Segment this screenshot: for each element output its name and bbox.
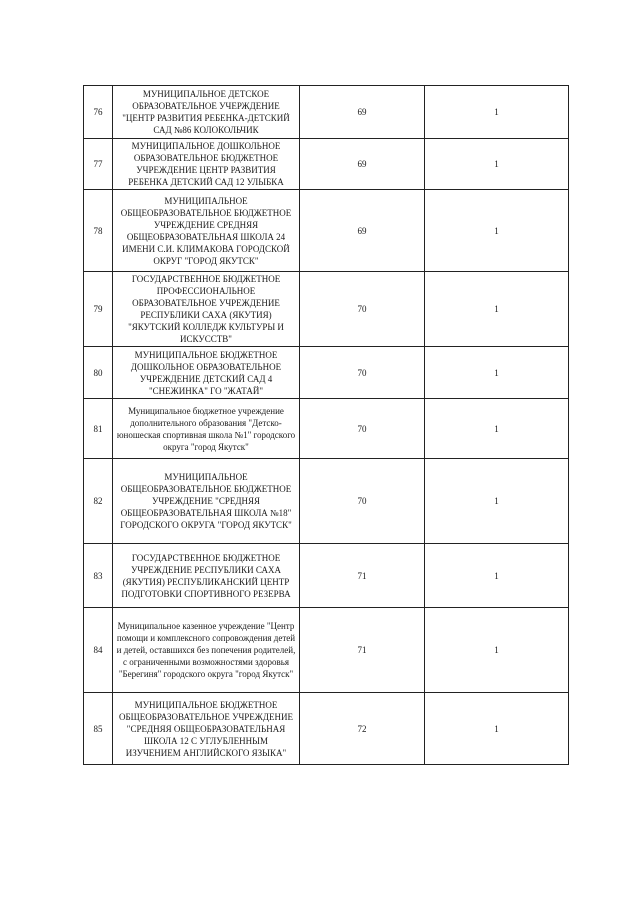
row-count: 1 [425, 139, 569, 190]
row-count: 1 [425, 347, 569, 399]
registry-table [83, 85, 569, 765]
organization-name: ГОСУДАРСТВЕННОЕ БЮДЖЕТНОЕ УЧРЕЖДЕНИЕ РЕСПУБЛИКИ САХА (ЯКУТИЯ) РЕСПУБЛИКАНСКИЙ ЦЕНТР ПОДГОТОВКИ СПОРТИВНОГО РЕЗЕРВА [113, 544, 300, 608]
organization-name: Муниципальное бюджетное учреждение дополнительного образования "Детско-юношеская спортивная школа №1" городского округа "город Якутск" [113, 399, 300, 459]
row-number: 82 [84, 459, 113, 544]
row-number: 77 [84, 139, 113, 190]
row-value: 70 [300, 459, 425, 544]
organization-name: МУНИЦИПАЛЬНОЕ ДЕТСКОЕ ОБРАЗОВАТЕЛЬНОЕ УЧЕРЖДЕНИЕ "ЦЕНТР РАЗВИТИЯ РЕБЕНКА-ДЕТСКИЙ САД №86 КОЛОКОЛЬЧИК [113, 86, 300, 139]
row-number: 84 [84, 608, 113, 693]
row-count: 1 [425, 459, 569, 544]
row-count: 1 [425, 693, 569, 765]
table-row [84, 693, 569, 765]
table-row [84, 86, 569, 139]
organization-name: Муниципальное казенное учреждение "Центр помощи и комплексного сопровождения детей и детей, оставшихся без попечения родителей, с ограниченными возможностями здоровья "Берегиня" городского округа "город Якутск" [113, 608, 300, 693]
row-count: 1 [425, 399, 569, 459]
row-count: 1 [425, 544, 569, 608]
row-number: 81 [84, 399, 113, 459]
row-number: 76 [84, 86, 113, 139]
row-value: 71 [300, 608, 425, 693]
table-row [84, 399, 569, 459]
row-count: 1 [425, 86, 569, 139]
row-value: 69 [300, 86, 425, 139]
table-row [84, 139, 569, 190]
organization-name: ГОСУДАРСТВЕННОЕ БЮДЖЕТНОЕ ПРОФЕССИОНАЛЬНОЕ ОБРАЗОВАТЕЛЬНОЕ УЧРЕЖДЕНИЕ РЕСПУБЛИКИ САХА (ЯКУТИЯ) "ЯКУТСКИЙ КОЛЛЕДЖ КУЛЬТУРЫ И ИСКУССТВ" [113, 272, 300, 347]
organization-name: МУНИЦИПАЛЬНОЕ БЮДЖЕТНОЕ ОБЩЕОБРАЗОВАТЕЛЬНОЕ УЧРЕЖДЕНИЕ "СРЕДНЯЯ ОБЩЕОБРАЗОВАТЕЛЬНАЯ ШКОЛА 12 С УГЛУБЛЕННЫМ ИЗУЧЕНИЕМ АНГЛИЙСКОГО ЯЗЫКА" [113, 693, 300, 765]
row-count: 1 [425, 608, 569, 693]
row-value: 71 [300, 544, 425, 608]
organization-name: МУНИЦИПАЛЬНОЕ ДОШКОЛЬНОЕ ОБРАЗОВАТЕЛЬНОЕ БЮДЖЕТНОЕ УЧРЕЖДЕНИЕ ЦЕНТР РАЗВИТИЯ РЕБЕНКА ДЕТСКИЙ САД 12 УЛЫБКА [113, 139, 300, 190]
row-number: 79 [84, 272, 113, 347]
table-row [84, 459, 569, 544]
row-number: 80 [84, 347, 113, 399]
organization-name: МУНИЦИПАЛЬНОЕ ОБЩЕОБРАЗОВАТЕЛЬНОЕ БЮДЖЕТНОЕ УЧРЕЖДЕНИЕ СРЕДНЯЯ ОБЩЕОБРАЗОВАТЕЛЬНАЯ ШКОЛА 24 ИМЕНИ С.И. КЛИМАКОВА ГОРОДСКОЙ ОКРУГ "ГОРОД ЯКУТСК" [113, 190, 300, 272]
row-count: 1 [425, 190, 569, 272]
row-value: 70 [300, 272, 425, 347]
row-value: 69 [300, 139, 425, 190]
table-row [84, 190, 569, 272]
organization-name: МУНИЦИПАЛЬНОЕ ОБЩЕОБРАЗОВАТЕЛЬНОЕ БЮДЖЕТНОЕ УЧРЕЖДЕНИЕ "СРЕДНЯЯ ОБЩЕОБРАЗОВАТЕЛЬНАЯ ШКОЛА №18" ГОРОДСКОГО ОКРУГА "ГОРОД ЯКУТСК" [113, 459, 300, 544]
organization-name: МУНИЦИПАЛЬНОЕ БЮДЖЕТНОЕ ДОШКОЛЬНОЕ ОБРАЗОВАТЕЛЬНОЕ УЧРЕЖДЕНИЕ ДЕТСКИЙ САД 4 "СНЕЖИНКА" ГО "ЖАТАЙ" [113, 347, 300, 399]
row-value: 72 [300, 693, 425, 765]
row-value: 69 [300, 190, 425, 272]
row-number: 78 [84, 190, 113, 272]
row-number: 83 [84, 544, 113, 608]
row-value: 70 [300, 399, 425, 459]
table-row [84, 347, 569, 399]
table-row [84, 544, 569, 608]
row-value: 70 [300, 347, 425, 399]
row-number: 85 [84, 693, 113, 765]
table-row [84, 608, 569, 693]
row-count: 1 [425, 272, 569, 347]
table-row [84, 272, 569, 347]
